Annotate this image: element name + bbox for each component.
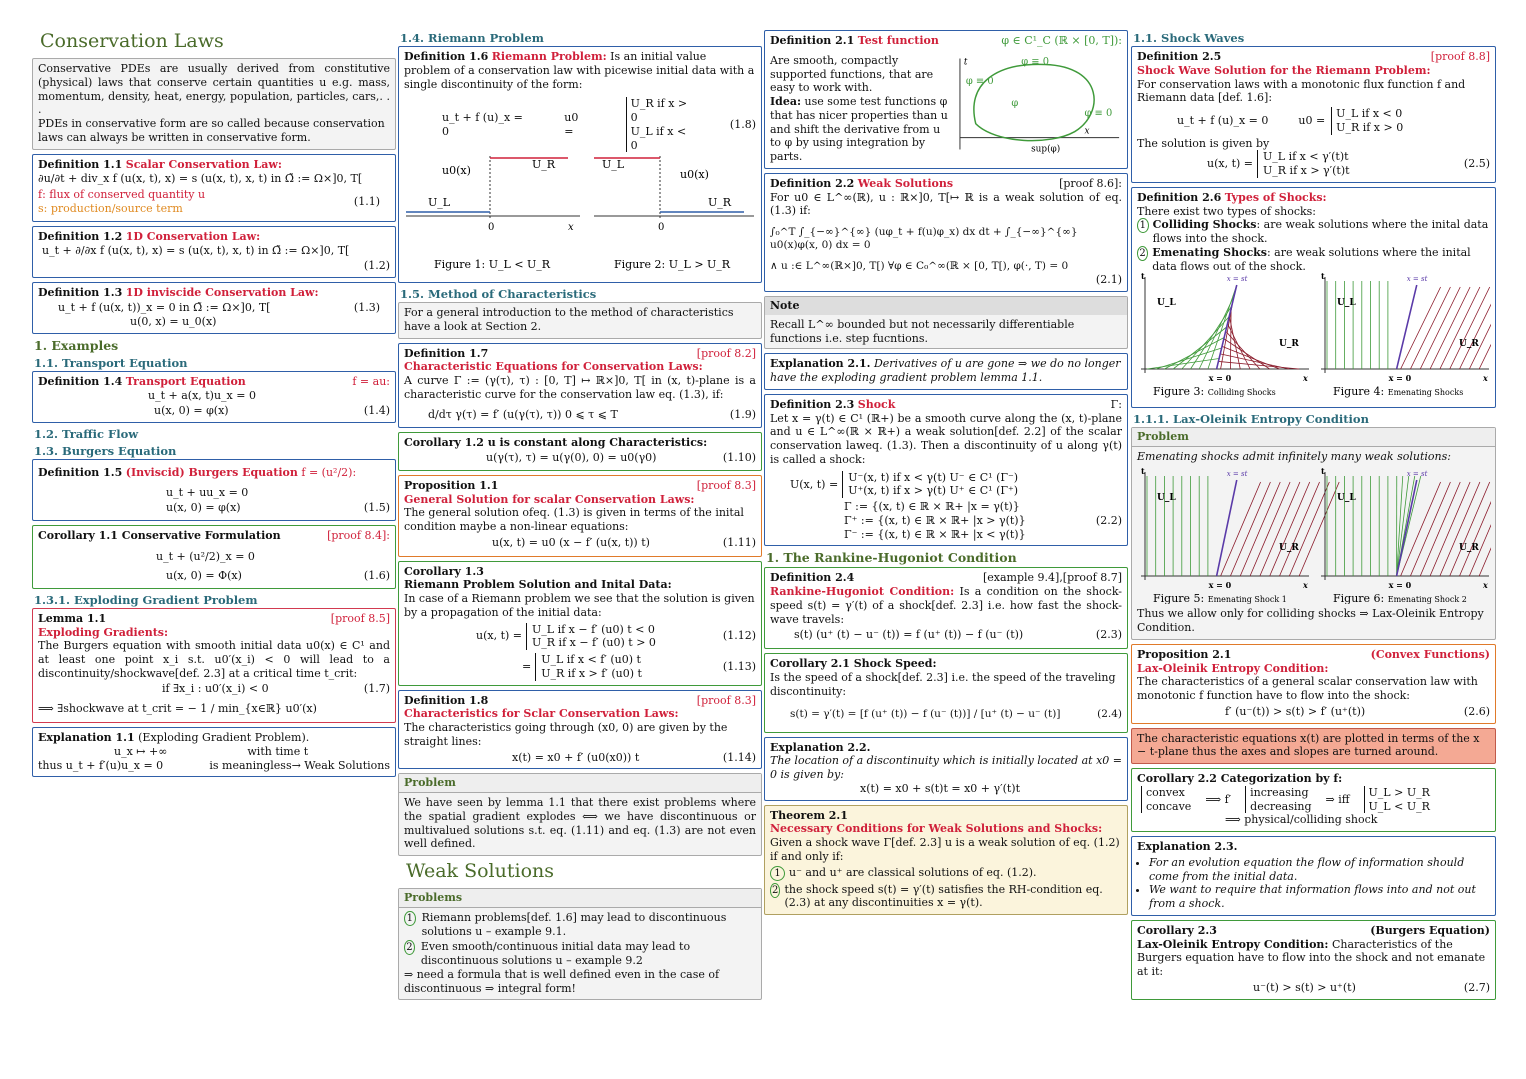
subsection-heading: 1.1.1. Lax-Oleinik Entropy Condition (1133, 412, 1369, 426)
definition-2-3: Definition 2.3 Shock Γ: Let x = γ(t) ∈ C¹ (ℝ+) be a smooth curve along the (x, t)-plane and u ∈ L^∞(ℝ × ℝ+) a weak solution[def. 2.2] of the scalar conservation laweq. (1.3). Then a discontinuity of u along γ(t) is called a shock: U(x, t) = U⁻(x, t) if x < γ(t) U⁻ ∈ C¹ (Γ⁻) U⁺(x, t) if x > γ(t) U⁺ ∈ C¹ (Γ⁺) Γ := {(x, t) ∈ ℝ × ℝ+ |x = γ(t)} Γ⁺ := {(x, t) ∈ ℝ × ℝ+ |x > γ(t)} (2.2) Γ⁻ := {(x, t) ∈ ℝ × ℝ+ |x < γ(t)} (764, 394, 1128, 547)
source-note: s: production/source term (38, 201, 183, 215)
ul-label: U_L (1337, 298, 1356, 309)
explanation-2-2: Explanation 2.2. The location of a discontinuity which is initially located at x0 = 0 is given by: x(t) = x0 + s(t)t = x0 + γ′(t)t (764, 737, 1128, 801)
x0-label: x = 0 (1208, 579, 1232, 590)
column-2 (398, 28, 762, 1004)
svg-text:U_R: U_R (708, 196, 732, 210)
definition-1-6: Definition 1.6 Riemann Problem: Is an initial value problem of a conservation law with picewise initial data with a single discontinuity of the form: u_t + f (u)_x = 0 u0 = U_R if x > 0 U_L if x < 0 (1.8) U_L U_R u0(x) 0 x U_L U_R u0(x) 0 Figure 1: U_L < U_R Figure 2: U_L > U_R (398, 46, 762, 283)
svg-text:u0(x): u0(x) (680, 168, 709, 182)
figure-caption-small: Colliding Shocks (1207, 388, 1276, 398)
ul-label: U_L (1337, 492, 1356, 503)
shock-label: x = st (1406, 469, 1428, 478)
t-label: t (1321, 465, 1325, 476)
svg-text:U_L: U_L (428, 196, 451, 210)
svg-text:φ ≡ 0: φ ≡ 0 (965, 75, 994, 87)
t-label: t (1321, 273, 1325, 282)
equation: u_t + f (u(x, t))_x = 0 in Ω̃ := Ω×]0, T[ (1.3) (58, 300, 380, 314)
emenating-figures (1137, 464, 1491, 604)
equation: ∂u/∂t + div_x f (u(x, t), x) = s (u(x, t), x, t) in Ω̃ := Ω×]0, T[ (38, 172, 363, 186)
subsection-heading: 1.4. Riemann Problem (400, 31, 544, 45)
note-box: Note Recall L^∞ bounded but not necessarily differentiable functions i.e. step fucntions. (764, 296, 1128, 349)
svg-text:U_L: U_L (602, 158, 625, 172)
intro-text-2: PDEs in conservative form are so called because conservation laws can always be written in conservative form. (38, 117, 385, 144)
svg-text:0: 0 (658, 222, 665, 234)
figure-caption-small: Emenating Shocks (1387, 388, 1464, 398)
svg-text:Figure 2: U_L > U_R: Figure 2: U_L > U_R (614, 258, 731, 272)
characteristic-left (1164, 338, 1224, 370)
figure-caption: Figure 6: Emenating Shock 2 (1333, 591, 1467, 604)
definition-2-2: Definition 2.2 Weak Solutions [proof 8.6]: For u0 ∈ L^∞(ℝ), u : ℝ×]0, T[↦ ℝ is a weak solution of eq. (1.3) if: ∫₀^T ∫_{−∞}^{∞} (uφ_t + f(u)φ_x) dx dt + ∫_{−∞}^{∞} u0(x)φ(x, 0) dx = 0 ∧ u :∈ L^∞(ℝ×]0, T[) ∀φ ∈ C₀^∞(ℝ × [0, T[), φ(·, T) = 0 (2.1) (764, 173, 1128, 292)
definition-1-3: Definition 1.3 1D inviscide Conservation Law: u_t + f (u(x, t))_x = 0 in Ω̃ := Ω×]0, T[ (1.3) u(0, x) = u_0(x) (32, 282, 396, 334)
salmon-note: The characteristic equations x(t) are plotted in terms of the x − t-plane thus the axes and slopes are turned around. (1131, 728, 1496, 765)
corollary-1-2: Corollary 1.2 u is constant along Characteristics: u(γ(τ), τ) = u(γ(0), 0) = u0(γ0) (1.10) (398, 432, 762, 471)
subsection-heading: 1.3.1. Exploding Gradient Problem (34, 592, 258, 607)
corollary-1-1: Corollary 1.1 Conservative Formulation [proof 8.4]: u_t + (u²/2)_x = 0 u(x, 0) = Φ(x) (1.6) (32, 525, 396, 589)
definition-2-6: Definition 2.6 Types of Shocks: There exist two types of shocks: 1 Colliding Shocks: are weak solutions where the inital data flows into the shock. 2 Emenating Shocks: are weak solutions where the inital data flows out of the shock. x = st U_L U_R x = 0 t x Figure 3: Colliding Shocks x = st U_L U_R x = 0 t x Figure 4: Emenating Shocks (1131, 187, 1496, 408)
def-head: Definition 1.1 (38, 157, 123, 171)
definition-1-5: Definition 1.5 (Inviscid) Burgers Equation f = (u²/2): u_t + uu_x = 0 u(x, 0) = φ(x) (1.5) (32, 459, 396, 520)
problems-box: Problems 1 Riemann problems[def. 1.6] may lead to discontinuous solutions u – example 9.1. 2 Even smooth/continuous initial data may lead to discontinuous solutions u – example 9.2 ⇒ need a formula that is well defined even in the case of discontinuous ⇒ integral form! (398, 888, 762, 1000)
x-label: x (1303, 579, 1308, 590)
figure-caption-small: Emenating Shock 1 (1207, 594, 1287, 604)
definition-1-4: Definition 1.4 Transport Equation f = au: u_t + a(x, t)u_x = 0 u(x, 0) = φ(x) (1.4) (32, 371, 396, 423)
explanation-2-1: Explanation 2.1. Derivatives of u are gone ⇒ we do no longer have the exploding gradient problem lemma 1.1. (764, 353, 1128, 390)
characteristic-right (1450, 482, 1490, 576)
svg-text:φ ≡ 0: φ ≡ 0 (1021, 56, 1049, 68)
svg-text:0: 0 (488, 222, 495, 234)
definition-1-8: Definition 1.8 [proof 8.3] Characteristics for Sclar Conservation Laws: The characteristics going through (x0, 0) are given by the straight lines: x(t) = x0 + f′ (u0(x0)) t (1.14) (398, 690, 762, 770)
characteristic-right (1469, 482, 1491, 576)
problem-box: Problem We have seen by lemma 1.1 that there exist problems where the spatial gradient explodes ⟺ we have discontinuous or multivalued solutions s.t. eq. (1.11) and eq. (1.3) are not even well defined. (398, 773, 762, 856)
shock-label: x = st (1406, 275, 1428, 284)
definition-2-4: Definition 2.4 [example 9.4],[proof 8.7] Rankine-Hugoniot Condition: Is a condition on the shock-speed s(t) = γ′(t) of a shock[def. 2.3] i.e. how fast the shock-wave travels: s(t) (u⁺ (t) − u⁻ (t)) = f (u⁺ (t)) − f (u⁻ (t)) (2.3) (764, 567, 1128, 649)
svg-text:φ ≡ 0: φ ≡ 0 (1084, 107, 1113, 119)
characteristic-right (1299, 482, 1339, 576)
definition-1-2: Definition 1.2 1D Conservation Law: u_t + ∂/∂x f (u(x, t), x) = s (u(x, t), x, t) in Ω̃ := Ω×]0, T[ (1.2) (32, 226, 396, 278)
characteristic-right (1410, 482, 1450, 576)
characteristic-right (1280, 482, 1320, 576)
definition-2-1: Definition 2.1 Test function φ ∈ C¹_C (ℝ × [0, T]): Are smooth, compactly supported functions, that are easy to work with. Idea: use some test functions φ that has nicer properties than u and shift the derivative from u to φ by using integration by parts. t φ ≡ 0 φ ≡ 0 φ ≡ 0 φ x sup(φ) (764, 30, 1128, 169)
shock-label: x = st (1226, 469, 1248, 478)
characteristic-right (1440, 287, 1480, 369)
characteristic-right (1230, 309, 1231, 369)
ur-label: U_R (1459, 542, 1479, 553)
moc-note: For a general introduction to the method of characteristics have a look at Section 2. (398, 302, 762, 339)
characteristic-right (1430, 482, 1470, 576)
characteristic-right (1410, 287, 1450, 369)
proposition-2-1: Proposition 2.1 (Convex Functions) Lax-Oleinik Entropy Condition: The characteristics of a general scalar conservation law with monotonic f function have to flow into the shock: f′ (u⁻(t)) > s(t) > f′ (u⁺(t)) (2.6) (1131, 644, 1496, 724)
shock-figures (1137, 273, 1491, 399)
intro-box (32, 58, 396, 150)
ul-label: U_L (1157, 298, 1176, 309)
svg-text:U_R: U_R (532, 158, 556, 172)
svg-text:u0(x): u0(x) (442, 164, 471, 178)
characteristic-right (1260, 482, 1300, 576)
corollary-2-1: Corollary 2.1 Shock Speed: Is the speed of a shock[def. 2.3] i.e. the speed of the traveling discontinuity: s(t) = γ′(t) = [f (u⁺ (t)) − f (u⁻ (t))] / [u⁺ (t) − u⁻ (t)] (2.4) (764, 653, 1128, 732)
theorem-2-1: Theorem 2.1 Necessary Conditions for Weak Solutions and Shocks: Given a shock wave Γ[def. 2.3] u is a weak solution of eq. (1.2) if and only if: 1 u⁻ and u⁺ are classical solutions of eq. (1.2). 2 the shock speed s(t) = γ′(t) satisfies the RH-condition eq. (2.3) at any discontinuities x = γ(t). (764, 805, 1128, 916)
characteristic-right (1240, 482, 1280, 576)
explanation-2-3: Explanation 2.3. • For an evolution equation the flow of information should come from the initial data. • We want to require that information flows into and not out from a shock. (1131, 836, 1496, 916)
x0-label: x = 0 (1208, 373, 1232, 384)
subsection-heading: 1. Examples (34, 338, 119, 353)
eq-number: (1.2) (363, 259, 390, 272)
corollary-1-3: Corollary 1.3 Riemann Problem Solution and Inital Data: In case of a Riemann problem we see that the solution is given by a propagation of the initial data: u(x, t) = U_L if x − f′ (u0) t < 0 U_R if x − f′ (u0) t > 0 (1.12) = U_L if x < f′ (u0) t U_R if x > f′ (u0) t (1.13) (398, 561, 762, 686)
x0-label: x = 0 (1388, 579, 1412, 590)
subsection-heading: 1.3. Burgers Equation (34, 444, 177, 459)
equation: u_t + ∂/∂x f (u(x, t), x) = s (u(x, t), x, t) in Ω̃ := Ω×]0, T[ (42, 244, 350, 258)
subsection-heading: 1.1. Shock Waves (1133, 31, 1245, 45)
flux-note: f: flux of conserved quantity u (38, 188, 206, 201)
figure-caption: Figure 3: Colliding Shocks (1153, 385, 1276, 399)
ur-label: U_R (1459, 339, 1479, 350)
characteristic-right (1430, 287, 1470, 369)
definition-2-5: Definition 2.5 [proof 8.8] Shock Wave Solution for the Riemann Problem: For conservation laws with a monotonic flux function f and Riemann data [def. 1.6]: u_t + f (u)_x = 0 u0 = U_L if x < 0 U_R if x > 0 The solution is given by u(x, t) = U_L if x < γ′(t)t U_R if x > γ′(t)t (2.5) (1131, 46, 1496, 183)
shock-label: x = st (1226, 275, 1248, 284)
characteristic-right (1270, 482, 1310, 576)
def-name: Scalar Conservation Law: (125, 157, 282, 171)
subsection-heading: 1.2. Traffic Flow (34, 427, 139, 442)
subsection-heading: 1.5. Method of Characteristics (400, 287, 597, 301)
lemma-1-1: Lemma 1.1 [proof 8.5] Exploding Gradients: The Burgers equation with smooth initial data u0(x) ∈ C¹ and at least one point x_i s.t. u0′(x_i) < 0 will lead to a discontinuity/shockwave[def. 2.3] at a critical time t_crit: if ∃x_i : u0′(x_i) < 0 (1.7) ⟹ ∃shockwave at t_crit = − 1 / min_{x∈ℝ} u0′(x) (32, 608, 396, 723)
characteristic-right (1230, 482, 1270, 576)
intro-text: Conservative PDEs are usually derived from constitutive (physical) laws that conserve certain quantities u e.g. mass, momentum, density, heat, energy, population, particles, cars,. . . (38, 62, 390, 117)
t-label: t (1141, 465, 1145, 476)
svg-text:Figure 1: U_L < U_R: Figure 1: U_L < U_R (434, 258, 551, 272)
problem-box: Problem Emenating shocks admit infinitely many weak solutions: x = st U_L U_R x = 0 t x Figure 5: Emenating Shock 1 x = st U_L U_R x = 0 t x Figure 6: Emenating Shock 2 Thus we allow only for colliding shocks ⇒ Lax-Oleinik Entropy Condition. (1131, 427, 1496, 640)
characteristic-right (1440, 482, 1480, 576)
riemann-figures (404, 156, 756, 274)
svg-text:φ: φ (1011, 97, 1019, 109)
figure-caption-small: Emenating Shock 2 (1387, 594, 1467, 604)
column-3 (764, 30, 1128, 919)
section-title: Conservation Laws (40, 30, 224, 52)
svg-text:t: t (963, 57, 968, 68)
corollary-2-3: Corollary 2.3 (Burgers Equation) Lax-Oleinik Entropy Condition: Characteristics of the Burgers equation have to flow into the shock and not emanate at it: u⁻(t) > s(t) > u⁺(t) (2.7) (1131, 920, 1496, 1000)
x-label: x (1483, 373, 1488, 384)
figure-caption: Figure 4: Emenating Shocks (1333, 385, 1464, 399)
ur-label: U_R (1279, 542, 1299, 553)
definition-1-7: Definition 1.7 [proof 8.2] Characteristic Equations for Conservation Laws: A curve Γ := (γ(τ), τ) : [0, T] ↦ ℝ×]0, T[ in (x, t)-plane is a characteristic curve for the conservation law eq. (1.3), if: d/dτ γ(τ) = f′ (u(γ(τ), τ)) 0 ⩽ τ ⩽ T (1.9) (398, 343, 762, 429)
definition-1-1 (32, 154, 396, 222)
ul-label: U_L (1157, 492, 1176, 503)
ur-label: U_R (1279, 339, 1299, 350)
characteristic-right (1289, 482, 1329, 576)
explanation-1-1: Explanation 1.1 (Exploding Gradient Problem). u_x ↦ +∞ with time t thus u_t + f′(u)u_x = 0 is meaningless→ Weak Solutions (32, 727, 396, 777)
subsection-heading: 1.1. Transport Equation (34, 356, 188, 370)
characteristic-right (1469, 287, 1491, 369)
column-4 (1131, 28, 1496, 1004)
characteristic-right (1450, 287, 1490, 369)
corollary-2-2: Corollary 2.2 Categorization by f: convex concave ⟹ f′ increasing decreasing ⇒ iff U_L > U_R U_L < U_R ⟹ physical/colliding shock (1131, 768, 1496, 832)
svg-text:x: x (1084, 126, 1090, 137)
figure-caption: Figure 5: Emenating Shock 1 (1153, 591, 1287, 604)
proposition-1-1: Proposition 1.1 [proof 8.3] General Solution for scalar Conservation Laws: The general solution ofeq. (1.3) is given in terms of the inital condition maybe a non-linear equations: u(x, t) = u0 (x − f′ (u(x, t)) t) (1.11) (398, 475, 762, 557)
characteristic-right (1420, 287, 1460, 369)
column-1 (32, 28, 396, 781)
svg-text:sup(φ): sup(φ) (1031, 144, 1061, 154)
x0-label: x = 0 (1388, 373, 1412, 384)
section-title: Weak Solutions (406, 860, 555, 882)
characteristic-right (1420, 482, 1460, 576)
svg-text:x: x (568, 222, 574, 234)
subsection-heading: 1. The Rankine-Hugoniot Condition (766, 550, 1017, 566)
x-label: x (1303, 373, 1308, 384)
t-label: t (1141, 273, 1145, 282)
characteristic-right (1250, 482, 1290, 576)
eq-number: (1.1) (353, 194, 380, 208)
test-function-figure (956, 54, 1122, 154)
x-label: x (1483, 579, 1488, 590)
